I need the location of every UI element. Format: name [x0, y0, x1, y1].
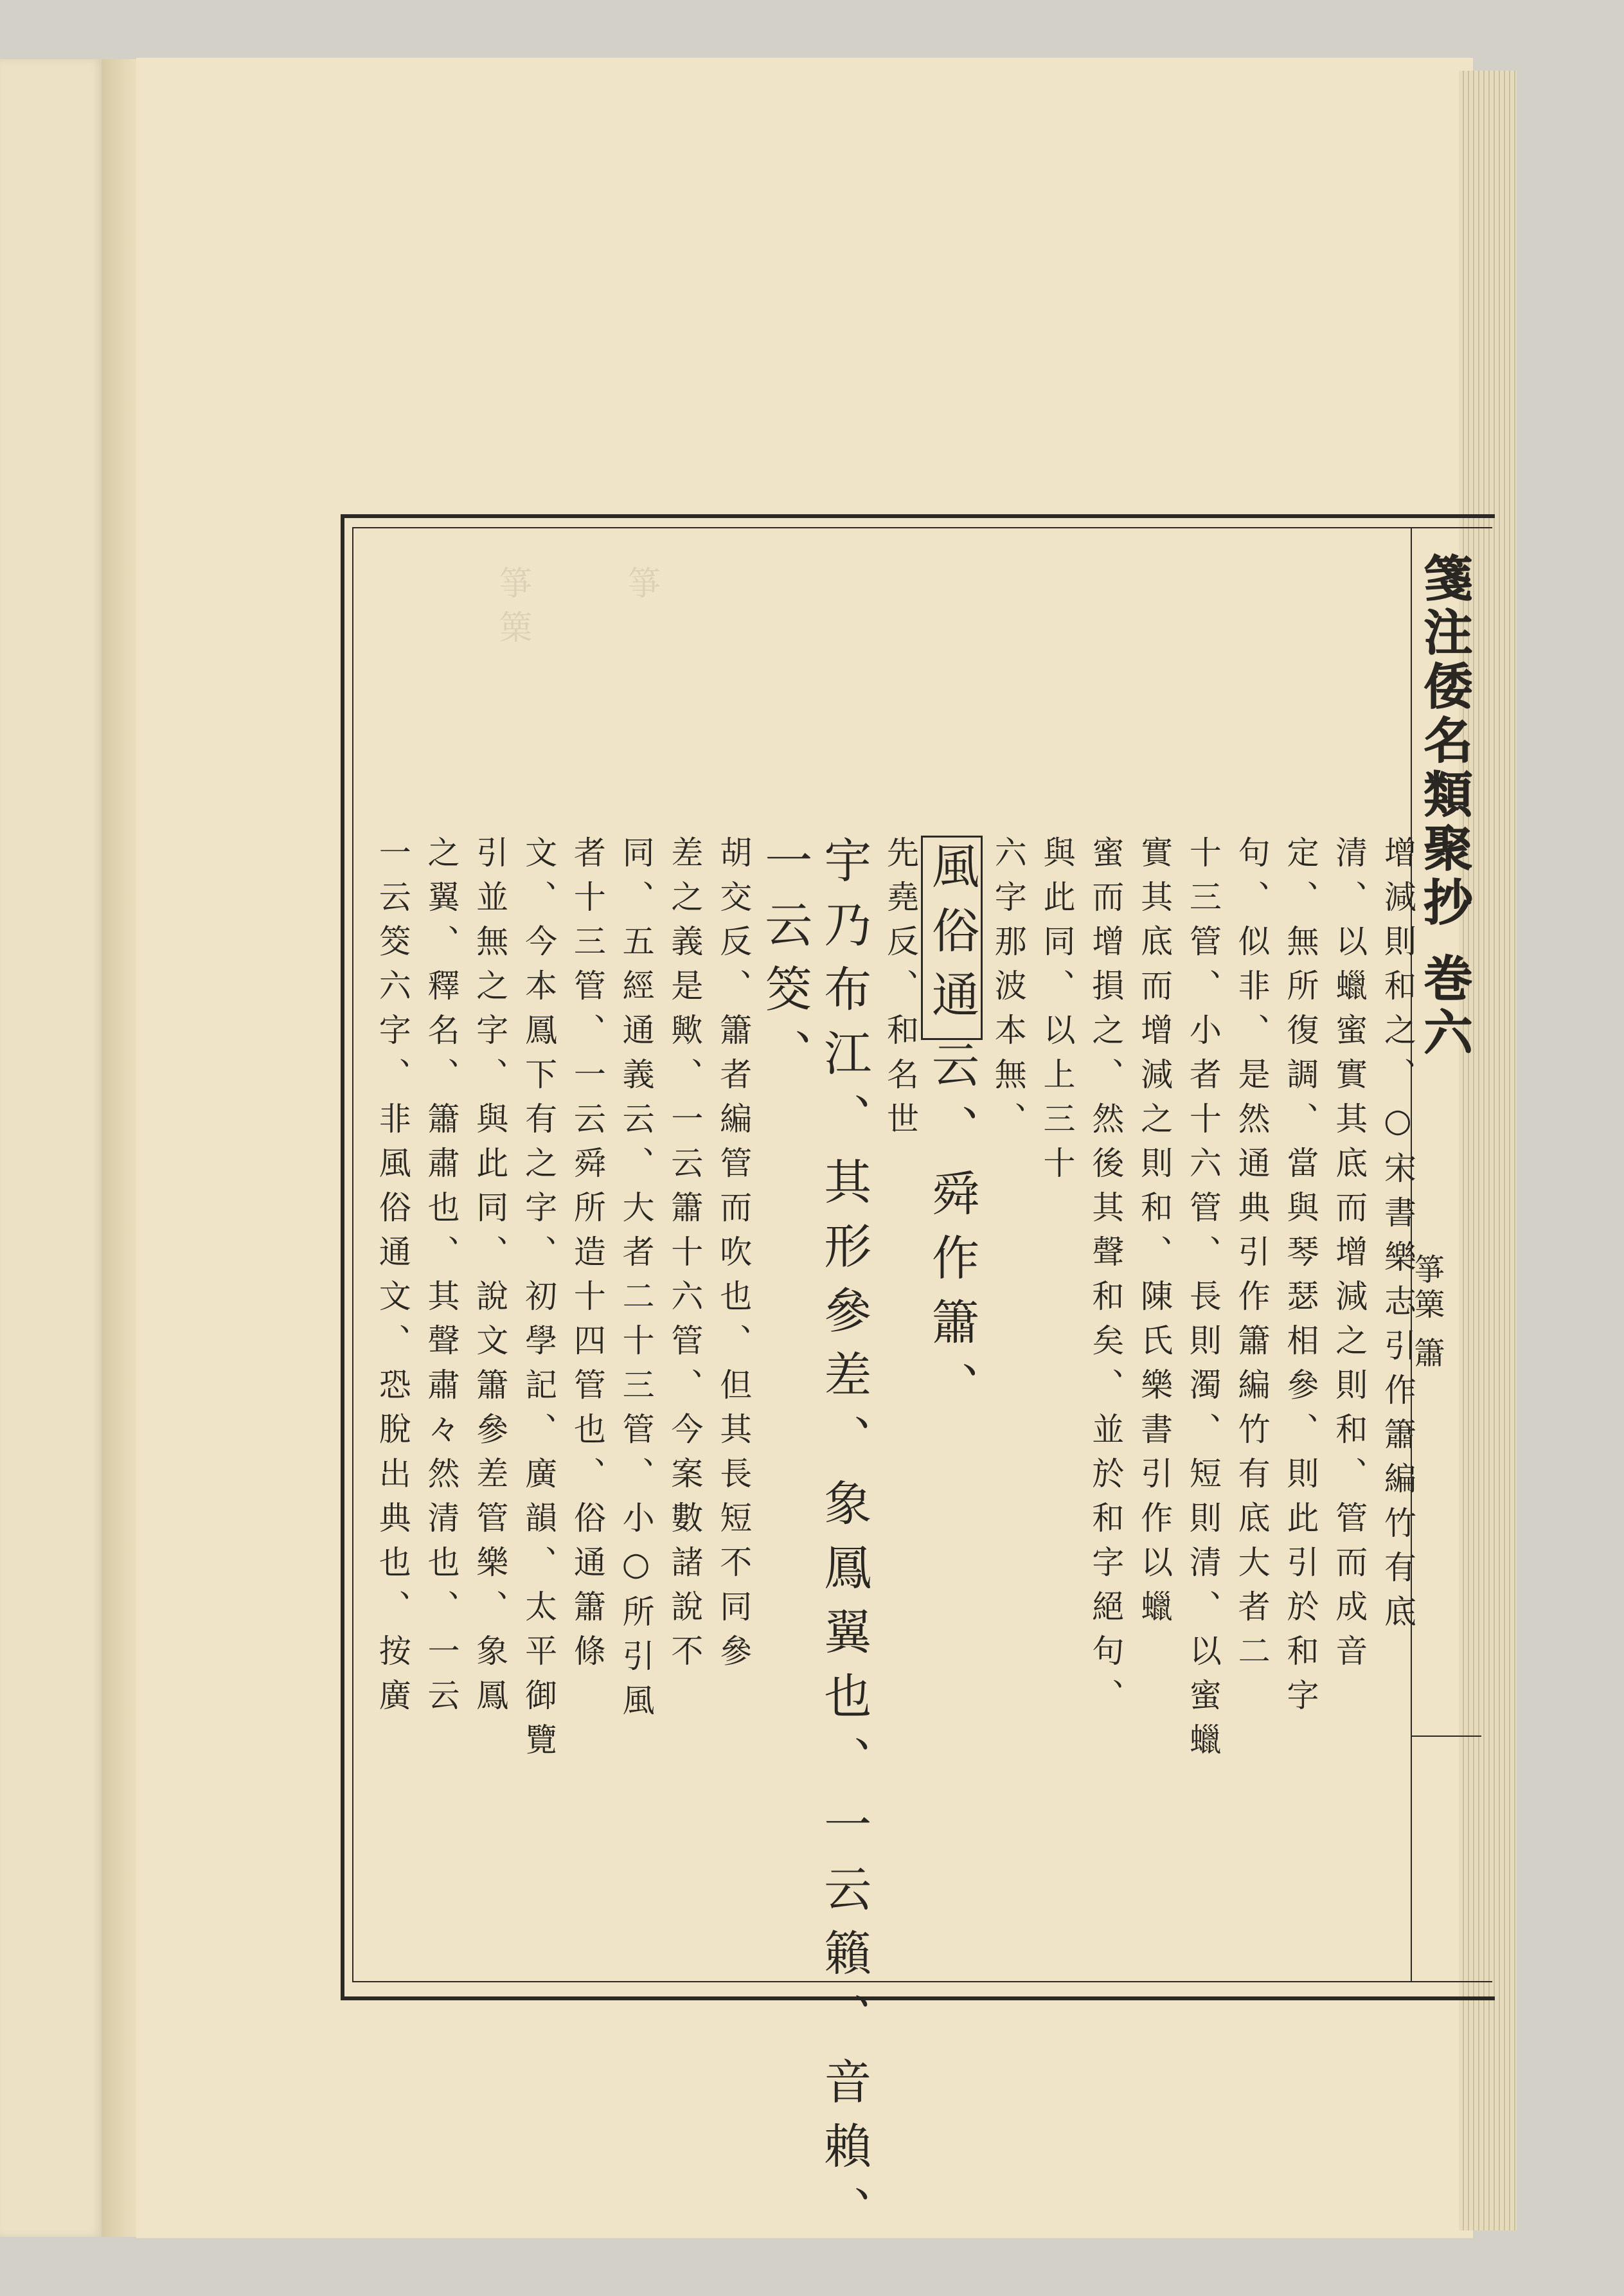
- commentary-column: 與此同、以上三十: [1038, 836, 1076, 1190]
- commentary-column: 同、五經通義云、大者二十三管、小○所引風: [617, 836, 655, 1728]
- main-text-column: 一云筊、: [757, 836, 813, 1093]
- bleed-through-text: 箏: [621, 566, 660, 599]
- commentary-column: 先堯反、和名世: [881, 836, 919, 1146]
- book-gutter: [102, 59, 136, 2237]
- commentary-column: 胡交反、簫者編管而吹也、但其長短不同參: [715, 836, 753, 1678]
- main-text-column: 風俗通云、舜作簫、: [928, 836, 976, 1967]
- text-columns: [360, 836, 1416, 2250]
- commentary-column: 文、今本鳳下有之字、初學記、廣韻、太平御覽: [520, 836, 558, 1767]
- commentary-column: 六字那波本無、: [989, 836, 1027, 1146]
- left-page: [0, 59, 102, 2237]
- commentary-column: 清、以蠟蜜實其底而增減之則和、管而成音: [1330, 836, 1368, 1678]
- commentary-column: 蜜而增損之、然後其聲和矣、並於和字絕句、: [1087, 836, 1125, 1723]
- commentary-column: 一云筊六字、非風俗通文、恐脫出典也、按廣: [373, 836, 411, 1723]
- commentary-column: 引並無之字、與此同、說文簫參差管樂、象鳳: [471, 836, 509, 1723]
- source-title-box: 風俗通: [921, 836, 983, 1040]
- commentary-column: 之翼、釋名、簫肅也、其聲肅々然清也、一云: [422, 836, 460, 1723]
- section-title: 箏篥 簫: [1409, 1253, 1445, 1372]
- book-title: 箋注倭名類聚抄 巻六: [1416, 553, 1473, 1061]
- fishtail-mark: [1411, 1735, 1481, 1737]
- commentary-column: 句、似非、是然通典引作簫編竹有底大者二: [1233, 836, 1271, 1678]
- main-text-column: 宇乃布江、其形參差、象鳳翼也、一云籟、音賴、: [816, 836, 872, 2250]
- commentary-column: 者十三管、一云舜所造十四管也、俗通簫條: [568, 836, 606, 1678]
- commentary-column: 十三管、小者十六管、長則濁、短則清、以蜜蠟: [1184, 836, 1222, 1767]
- commentary-column: 增減則和之、○宋書樂志引作簫編竹有底: [1379, 836, 1416, 1639]
- commentary-column: 差之義是歟、一云簫十六管、今案數諸說不: [666, 836, 704, 1678]
- commentary-column: 定、無所復調、當與琴瑟相參、則此引於和字: [1281, 836, 1319, 1723]
- bleed-through-text: 箏 篥: [493, 566, 531, 643]
- commentary-column: 實其底而增減之則和、陳氏樂書引作以蠟: [1136, 836, 1173, 1634]
